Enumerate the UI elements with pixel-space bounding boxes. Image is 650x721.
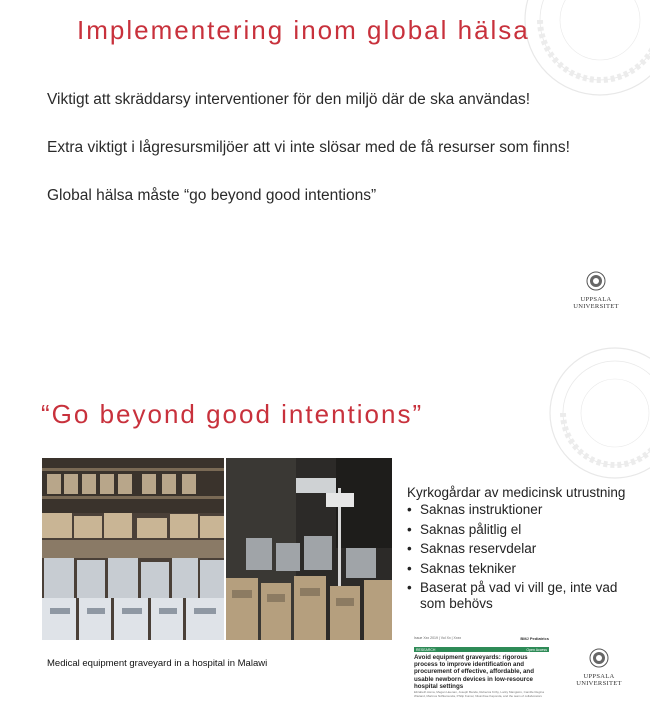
slide-1-title: Implementering inom global hälsa	[77, 15, 530, 45]
uppsala-logo	[574, 648, 624, 687]
paper-tag-right: Open Access	[526, 647, 547, 652]
university-seal-icon	[520, 0, 650, 100]
paper-tag-bar	[414, 647, 549, 652]
bullet-item: • Saknas pålitlig el	[407, 522, 642, 538]
paper-title: Avoid equipment graveyards: rigorous process to improve identification and procurement of effective, affordable, and usable newborn devices in low-resource hospital settings	[414, 654, 534, 690]
university-seal-icon	[589, 648, 609, 668]
equipment-photo-right	[226, 458, 392, 640]
slide-1-line-3: Global hälsa måste “go beyond good intentions”	[47, 187, 377, 204]
slide-1-line-2: Extra viktigt i lågresursmiljöer att vi inte slösar med de få resurser som finns!	[47, 139, 570, 156]
university-seal-icon	[525, 343, 650, 483]
bullet-item: • Saknas tekniker	[407, 561, 642, 577]
paper-thumbnail	[414, 636, 549, 706]
logo-line-2: UNIVERSITET	[576, 680, 622, 687]
bullet-item: • Saknas reservdelar	[407, 541, 642, 557]
bullet-item: • Baserat på vad vi vill ge, inte vad som behövs	[407, 580, 642, 612]
slide-2	[0, 343, 650, 721]
bullets-title: Kyrkogårdar av medicinsk utrustning	[407, 485, 626, 500]
slide-2-title: “Go beyond good intentions”	[41, 399, 424, 429]
photo-caption: Medical equipment graveyard in a hospital in Malawi	[47, 658, 268, 669]
bullet-list	[407, 502, 642, 616]
paper-header-left: Issue Xxx 2019 | Vol Xx | Xxxx	[414, 636, 462, 640]
logo-line-2: UNIVERSITET	[573, 303, 619, 310]
equipment-photo-left	[42, 458, 224, 640]
university-seal-icon	[586, 271, 606, 291]
bullet-item: • Saknas instruktioner	[407, 502, 642, 518]
paper-tag: RESEARCH	[416, 647, 436, 652]
slide-1-line-1: Viktigt att skräddarsy interventioner för den miljö där de ska användas!	[47, 91, 531, 108]
paper-authors: Elizabeth Asma, Megan Heenan, Joseph Banda, Rebecca Kirby, Lucky Mangwiro, Camille Regina Wieland, Marinos Ndhlamunda, Philip Kumar, Nkumbwe Kaponda, and the team of collaborators	[414, 690, 545, 698]
paper-header-right: BMJ Pediatrics	[520, 636, 549, 641]
logo-line-1: UPPSALA	[583, 673, 615, 680]
slide-separator	[0, 320, 650, 343]
slide-1	[0, 0, 650, 320]
logo-line-1: UPPSALA	[580, 296, 612, 303]
uppsala-logo	[571, 271, 621, 310]
